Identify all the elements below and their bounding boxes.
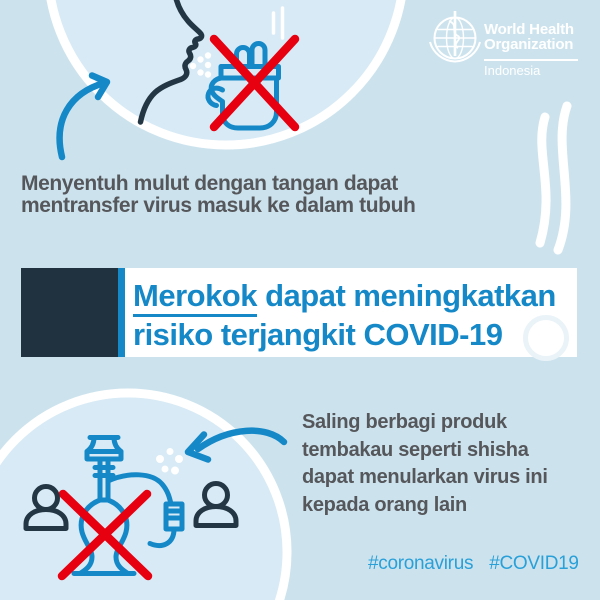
top-caption xyxy=(21,173,415,216)
bottom-caption-line2: tembakau seperti shisha xyxy=(302,438,529,461)
who-logo-country: Indonesia xyxy=(484,63,541,78)
who-logo xyxy=(484,22,578,77)
banner-blue-sliver xyxy=(118,268,125,357)
headline-line2: risiko terjangkit COVID-19 xyxy=(133,317,503,352)
headline-keyword: Merokok xyxy=(133,278,257,317)
who-logo-name-line2: Organization xyxy=(484,36,574,53)
smoke-waves-icon xyxy=(540,106,567,250)
who-logo-divider xyxy=(484,59,578,61)
hashtags xyxy=(368,553,595,575)
headline-line1-rest: dapat meningkatkan xyxy=(256,278,556,313)
headline-line1 xyxy=(133,276,556,315)
hashtag-covid19: #COVID19 xyxy=(489,553,579,574)
banner-white-strip xyxy=(125,268,577,357)
bottom-caption xyxy=(302,409,548,519)
bottom-caption-line4: kepada orang lain xyxy=(302,493,467,516)
bottom-caption-line3: dapat menularkan virus ini xyxy=(302,466,548,488)
headline xyxy=(133,276,556,354)
top-caption-line2: mentransfer virus masuk ke dalam tubuh xyxy=(21,193,416,217)
who-emblem-icon xyxy=(430,11,480,62)
top-caption-line1: Menyentuh mulut dengan tangan dapat xyxy=(21,172,398,195)
hashtag-coronavirus: #coronavirus xyxy=(368,553,474,574)
who-logo-name-line1: World Health xyxy=(484,21,574,38)
curved-arrow-icon xyxy=(60,76,107,158)
banner-navy-block xyxy=(21,268,118,357)
bottom-caption-line1: Saling berbagi produk xyxy=(302,411,507,433)
